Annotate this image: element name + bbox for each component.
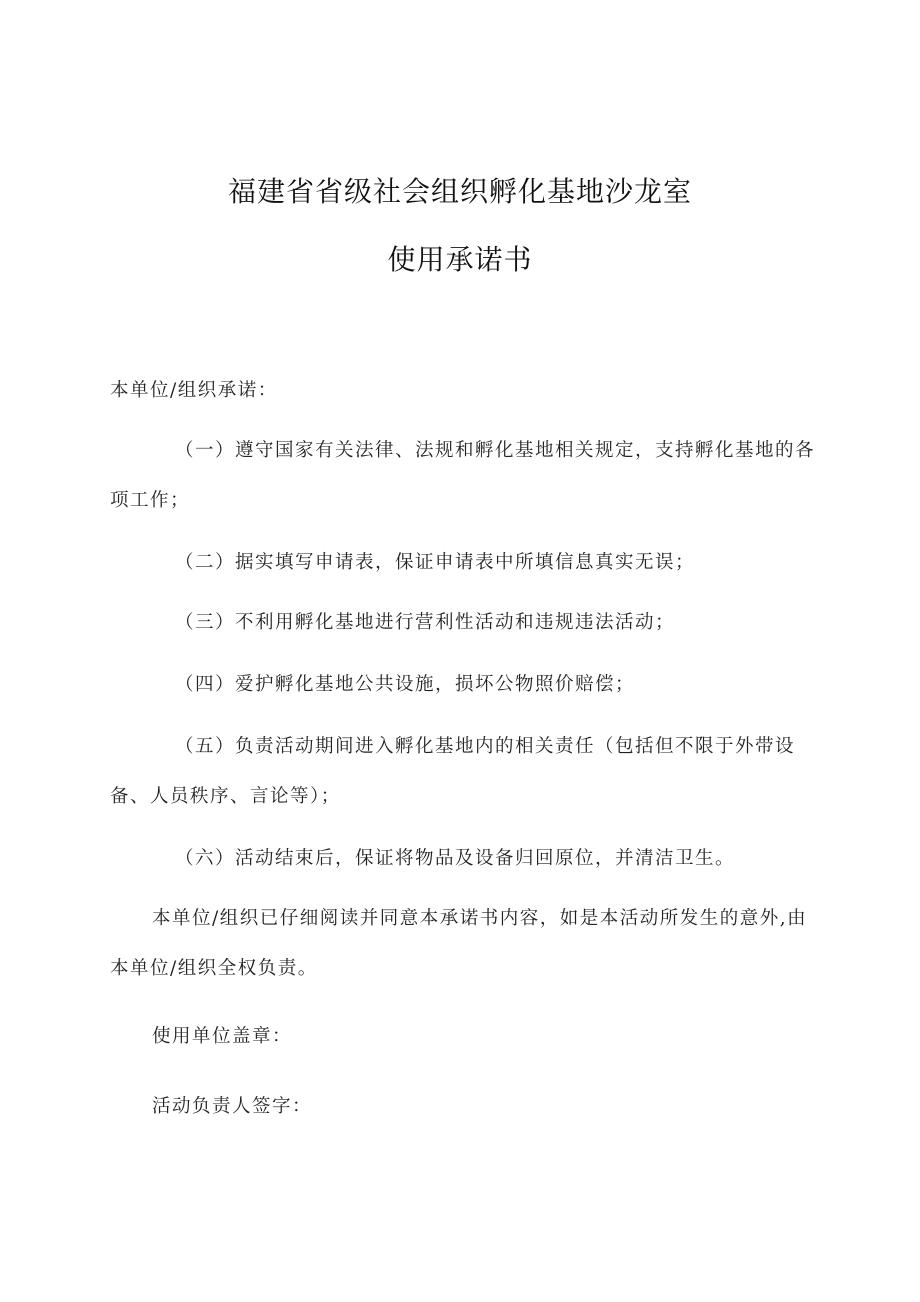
statement-line-1: 本单位/组织已仔细阅读并同意本承诺书内容，如是本活动所发生的意外,由 xyxy=(152,908,808,929)
intro-text: 本单位/组织承诺： xyxy=(110,380,278,401)
signature-label: 活动负责人签字： xyxy=(152,1096,313,1117)
item-3: （三）不利用孵化基地进行营利性活动和违规违法活动； xyxy=(175,612,676,633)
document-title: 福建省省级社会组织孵化基地沙龙室 xyxy=(227,175,692,208)
document-subtitle: 使用承诺书 xyxy=(387,243,533,276)
item-5-line-1: （五）负责活动期间进入孵化基地内的相关责任（包括但不限于外带设 xyxy=(175,736,796,757)
statement-line-2: 本单位/组织全权负责。 xyxy=(110,958,318,979)
item-4: （四）爱护孵化基地公共设施，损坏公物照价赔偿； xyxy=(175,674,636,695)
seal-label: 使用单位盖章： xyxy=(152,1026,293,1047)
item-5-line-2: 备、人员秩序、言论等）； xyxy=(110,786,341,807)
item-1-line-1: （一）遵守国家有关法律、法规和孵化基地相关规定，支持孵化基地的各 xyxy=(175,440,816,461)
item-2: （二）据实填写申请表，保证申请表中所填信息真实无误； xyxy=(175,552,696,573)
item-6: （六）活动结束后，保证将物品及设备归回原位，并清洁卫生。 xyxy=(175,848,736,869)
item-1-line-2: 项工作； xyxy=(110,490,191,511)
